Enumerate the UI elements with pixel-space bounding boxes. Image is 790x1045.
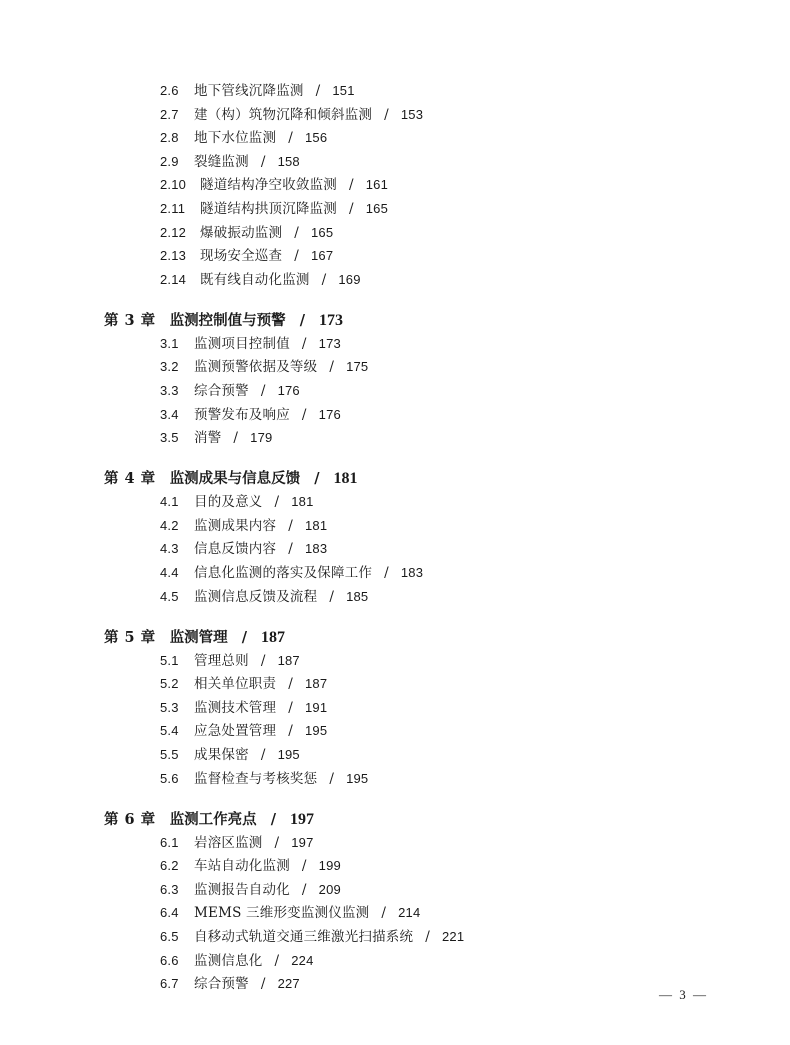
separator: / <box>288 676 293 693</box>
section-title: 消警 <box>194 430 222 447</box>
section-number: 3.3 <box>160 383 179 398</box>
section-number: 2.7 <box>160 106 179 122</box>
separator: / <box>260 976 266 993</box>
section-page-number: 153 <box>400 106 424 122</box>
separator: / <box>294 248 299 265</box>
section-number: 6.5 <box>160 929 179 944</box>
toc-section-entry[interactable] <box>160 744 300 766</box>
section-title: 岩溶区监测 <box>194 834 263 851</box>
separator: / <box>301 406 307 423</box>
separator: / <box>329 359 335 376</box>
section-page-number: 179 <box>250 430 273 446</box>
section-title: 监测信息化 <box>194 952 263 969</box>
chapter-number: 第 3 章 <box>104 311 156 329</box>
separator: / <box>274 494 280 511</box>
chapter-page-number: 187 <box>260 628 285 646</box>
separator: / <box>321 271 327 288</box>
section-page-number: 183 <box>304 541 328 557</box>
separator: / <box>425 929 430 945</box>
section-number: 6.4 <box>160 905 179 921</box>
section-title: 成果保密 <box>194 747 249 763</box>
separator: / <box>329 588 335 605</box>
section-title: 监测信息反馈及流程 <box>194 588 318 605</box>
section-page-number: 197 <box>291 834 314 850</box>
toc-section-entry[interactable] <box>160 973 300 995</box>
separator: / <box>260 153 266 170</box>
section-page-number: 175 <box>346 359 369 375</box>
separator: / <box>288 517 293 534</box>
section-page-number: 209 <box>318 881 341 897</box>
section-title: 监测项目控制值 <box>194 335 290 352</box>
section-number: 4.4 <box>160 565 179 580</box>
section-page-number: 165 <box>365 201 389 216</box>
separator: / <box>301 858 307 875</box>
separator: / <box>270 810 276 828</box>
section-title: 相关单位职责 <box>194 676 277 693</box>
chapter-number: 第 4 章 <box>104 470 156 488</box>
toc-section-entry[interactable] <box>160 269 361 291</box>
toc-section-entry[interactable] <box>160 562 423 584</box>
toc-section-entry[interactable] <box>160 491 314 513</box>
section-title: MEMS 三维形变监测仪监测 <box>194 905 370 922</box>
section-page-number: 195 <box>346 770 369 786</box>
separator: / <box>315 83 321 99</box>
section-page-number: 165 <box>310 224 334 240</box>
section-number: 2.11 <box>160 201 186 216</box>
toc-section-entry[interactable] <box>160 222 333 244</box>
toc-section-entry[interactable] <box>160 245 333 267</box>
section-title: 监督检查与考核奖惩 <box>194 770 318 787</box>
section-number: 5.5 <box>160 747 179 762</box>
separator: / <box>301 335 307 352</box>
section-title: 监测成果内容 <box>194 517 277 534</box>
section-page-number: 214 <box>398 905 421 921</box>
chapter-page-number: 173 <box>318 311 343 329</box>
section-page-number: 158 <box>277 153 300 169</box>
section-number: 4.5 <box>160 588 179 604</box>
section-number: 3.5 <box>160 430 179 446</box>
chapter-title: 监测控制值与预警 <box>169 311 286 329</box>
section-number: 5.6 <box>160 770 179 786</box>
section-title: 既有线自动化监测 <box>200 271 310 288</box>
section-number: 5.1 <box>160 652 179 668</box>
section-title: 管理总则 <box>194 652 249 669</box>
section-page-number: 176 <box>318 406 341 422</box>
toc-section-entry[interactable] <box>160 855 341 877</box>
toc-chapter-entry[interactable] <box>104 808 314 832</box>
section-number: 2.10 <box>160 177 187 193</box>
separator: / <box>260 652 266 669</box>
separator: / <box>294 224 299 241</box>
section-page-number: 187 <box>304 676 328 692</box>
toc-section-entry[interactable] <box>160 174 388 196</box>
chapter-title: 监测管理 <box>169 628 228 646</box>
chapter-title: 监测成果与信息反馈 <box>169 470 301 488</box>
toc-chapter-entry[interactable] <box>104 467 357 491</box>
section-title: 裂缝监测 <box>194 153 249 170</box>
section-title: 建（构）筑物沉降和倾斜监测 <box>194 106 373 123</box>
separator: / <box>288 723 293 740</box>
section-page-number: 167 <box>310 248 334 264</box>
section-page-number: 156 <box>304 130 328 146</box>
section-page-number: 187 <box>277 652 300 668</box>
separator: / <box>314 470 320 488</box>
chapter-number: 第 6 章 <box>104 810 156 828</box>
section-title: 地下水位监测 <box>194 130 277 147</box>
toc-section-entry[interactable] <box>160 127 327 149</box>
separator: / <box>288 130 293 147</box>
section-number: 5.3 <box>160 699 179 715</box>
page-number: — 3 — <box>659 987 708 1002</box>
section-title: 目的及意义 <box>194 494 263 511</box>
section-number: 5.2 <box>160 676 179 692</box>
section-page-number: 181 <box>291 494 314 510</box>
section-title: 隧道结构拱顶沉降监测 <box>200 201 337 217</box>
separator: / <box>260 747 266 763</box>
toc-section-entry[interactable] <box>160 198 388 220</box>
section-page-number: 191 <box>304 699 328 715</box>
separator: / <box>288 541 293 558</box>
section-number: 4.3 <box>160 541 179 557</box>
section-title: 监测技术管理 <box>194 699 277 716</box>
section-number: 3.1 <box>160 335 179 351</box>
separator: / <box>384 106 389 123</box>
toc-chapter-entry[interactable] <box>104 626 285 650</box>
toc-section-entry[interactable] <box>160 80 355 102</box>
section-title: 地下管线沉降监测 <box>194 83 304 99</box>
toc-section-entry[interactable] <box>160 427 272 449</box>
section-page-number: 169 <box>338 271 361 287</box>
toc-section-entry[interactable] <box>160 902 420 924</box>
toc-section-entry[interactable] <box>160 151 300 173</box>
section-number: 2.12 <box>160 224 187 240</box>
toc-section-entry[interactable] <box>160 538 327 560</box>
chapter-page-number: 197 <box>289 810 314 828</box>
separator: / <box>274 952 280 969</box>
toc-section-entry[interactable] <box>160 950 314 972</box>
separator: / <box>349 201 354 217</box>
section-title: 预警发布及响应 <box>194 406 290 423</box>
separator: / <box>288 699 293 716</box>
section-number: 2.6 <box>160 83 179 98</box>
section-title: 信息化监测的落实及保障工作 <box>194 565 373 581</box>
section-page-number: 185 <box>346 588 369 604</box>
toc-section-entry[interactable] <box>160 380 300 402</box>
section-title: 信息反馈内容 <box>194 541 277 558</box>
section-page-number: 183 <box>400 565 424 580</box>
separator: / <box>233 430 239 447</box>
separator: / <box>301 881 307 898</box>
section-number: 6.6 <box>160 952 179 968</box>
separator: / <box>384 565 389 581</box>
toc-section-entry[interactable] <box>160 104 423 126</box>
section-number: 2.14 <box>160 271 187 287</box>
toc-section-entry[interactable] <box>160 926 464 948</box>
section-title: 车站自动化监测 <box>194 858 290 875</box>
toc-chapter-entry[interactable] <box>104 309 343 333</box>
toc-section-entry[interactable] <box>160 586 368 608</box>
section-title: 自移动式轨道交通三维激光扫描系统 <box>194 929 414 945</box>
separator: / <box>329 770 335 787</box>
section-page-number: 173 <box>318 335 341 351</box>
section-title: 监测报告自动化 <box>194 881 290 898</box>
separator: / <box>349 177 354 194</box>
separator: / <box>241 628 247 646</box>
toc-section-entry[interactable] <box>160 404 341 426</box>
toc-section-entry[interactable] <box>160 515 327 537</box>
section-number: 6.2 <box>160 858 179 874</box>
section-number: 6.7 <box>160 976 179 992</box>
section-number: 6.1 <box>160 834 179 850</box>
toc-section-entry[interactable] <box>160 832 314 854</box>
section-title: 现场安全巡查 <box>200 248 283 265</box>
section-number: 5.4 <box>160 723 179 739</box>
section-page-number: 181 <box>304 517 328 533</box>
section-page-number: 195 <box>277 747 300 762</box>
section-number: 3.4 <box>160 406 179 422</box>
section-page-number: 151 <box>332 83 355 98</box>
toc-section-entry[interactable] <box>160 650 300 672</box>
section-page-number: 221 <box>441 929 465 944</box>
section-number: 2.9 <box>160 153 179 169</box>
section-page-number: 161 <box>365 177 389 193</box>
separator: / <box>381 905 387 922</box>
section-number: 6.3 <box>160 881 179 897</box>
section-title: 爆破振动监测 <box>200 224 283 241</box>
section-title: 综合预警 <box>194 976 249 993</box>
section-title: 监测预警依据及等级 <box>194 359 318 376</box>
chapter-number: 第 5 章 <box>104 628 156 646</box>
section-title: 应急处置管理 <box>194 723 277 740</box>
toc-section-entry[interactable] <box>160 697 327 719</box>
section-title: 综合预警 <box>194 383 249 399</box>
toc-section-entry[interactable] <box>160 333 341 355</box>
section-number: 4.1 <box>160 494 179 510</box>
section-page-number: 176 <box>277 383 300 398</box>
separator: / <box>274 834 280 851</box>
toc-section-entry[interactable] <box>160 879 341 901</box>
toc-section-entry[interactable] <box>160 356 368 378</box>
section-number: 4.2 <box>160 517 179 533</box>
chapter-page-number: 181 <box>333 470 358 488</box>
section-number: 3.2 <box>160 359 179 375</box>
separator: / <box>299 311 305 329</box>
section-page-number: 227 <box>277 976 300 992</box>
section-title: 隧道结构净空收敛监测 <box>200 177 337 194</box>
chapter-title: 监测工作亮点 <box>169 810 257 828</box>
toc-section-entry[interactable] <box>160 720 327 742</box>
section-page-number: 199 <box>318 858 341 874</box>
section-number: 2.13 <box>160 248 187 264</box>
section-page-number: 224 <box>291 952 314 968</box>
section-number: 2.8 <box>160 130 179 146</box>
toc-section-entry[interactable] <box>160 673 327 695</box>
section-page-number: 195 <box>304 723 328 739</box>
separator: / <box>260 383 266 399</box>
toc-section-entry[interactable] <box>160 768 368 790</box>
